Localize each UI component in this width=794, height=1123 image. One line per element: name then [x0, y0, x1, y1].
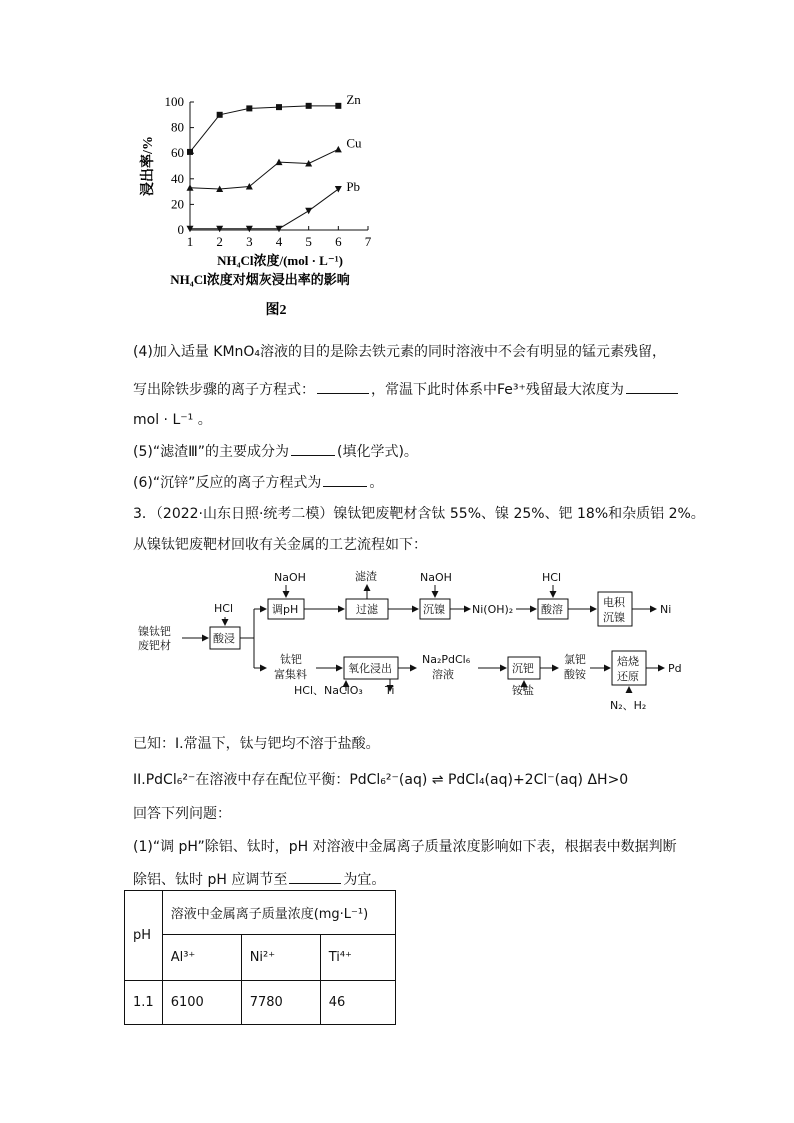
answer-blank[interactable] [626, 379, 678, 394]
data-point-zn [335, 103, 341, 109]
q1-text2b: 为宜。 [343, 872, 386, 888]
q1-text1: (1)“调 pH”除铝、钛时，pH 对溶液中金属离子质量浓度影响如下表，根据表中数据判断 [133, 839, 677, 855]
y-tick-label: 100 [164, 94, 184, 109]
flow-precip-pd: 沉钯 [512, 662, 534, 675]
answer-blank[interactable] [291, 441, 335, 456]
x-tick-label: 2 [216, 234, 223, 249]
known-line1 [133, 734, 380, 754]
flow-electro-2: 沉镍 [603, 611, 625, 624]
flow-acid-dissolve: 酸溶 [541, 603, 563, 616]
table-cell-ph: 1.1 [125, 981, 163, 1025]
q6-text-b: 。 [369, 475, 384, 491]
flow-hcl1: HCl [214, 602, 234, 615]
x-tick-label: 3 [246, 234, 253, 249]
q5-line [133, 441, 418, 462]
answer-blank[interactable] [289, 869, 341, 884]
prompt-line [133, 804, 231, 824]
flow-ammonium: 铵盐 [512, 684, 534, 695]
group-header: 溶液中金属离子质量浓度(mg·L⁻¹) [162, 891, 395, 935]
flow-pd-salt-1: 氯钯 [564, 653, 586, 666]
flow-precip-ni: 沉镍 [423, 603, 445, 616]
series-line-zn [190, 106, 338, 152]
problem3-text2: 从镍钛钯废靶材回收有关金属的工艺流程如下： [133, 537, 427, 553]
series-line-cu [190, 149, 338, 189]
flow-n2h2: N₂、H₂ [610, 699, 647, 712]
known-line2 [133, 770, 628, 790]
ion-header: Ni²⁺ [241, 935, 320, 981]
data-point-cu [335, 146, 342, 153]
q4-line1 [133, 342, 666, 362]
flow-start-2: 废钯材 [138, 639, 171, 652]
q1-text2a: 除铝、钛时 pH 应调节至 [133, 872, 288, 888]
q6-line [133, 472, 383, 493]
problem3-line1 [133, 504, 705, 524]
flow-ti: Ti [385, 684, 395, 695]
q1-line1 [133, 837, 677, 857]
flow-pd-salt-2: 酸铵 [564, 668, 586, 681]
y-tick-label: 0 [177, 222, 184, 237]
flow-filter: 过滤 [356, 603, 378, 616]
x-tick-label: 1 [186, 234, 194, 249]
x-tick-label: 7 [364, 234, 372, 249]
q5-text-b: (填化学式)。 [337, 444, 418, 460]
chart-subtitle: NH₄Cl浓度对烟灰浸出率的影响 [170, 272, 350, 287]
q4-line2 [133, 379, 680, 400]
flow-naoh2: NaOH [420, 571, 452, 584]
flow-ti-pd-2: 富集料 [274, 668, 307, 681]
x-tick-label: 4 [275, 234, 283, 249]
answer-blank[interactable] [323, 472, 367, 487]
known-text1: 已知：I.常温下，钛与钯均不溶于盐酸。 [133, 736, 380, 752]
known-text2: II.PdCl₆²⁻在溶液中存在配位平衡：PdCl₆²⁻(aq) ⇌ PdCl₄(aq)+2Cl⁻(aq) ΔH>0 [133, 772, 629, 788]
series-line-pb [190, 189, 338, 229]
q4-text3: mol · L⁻¹ 。 [133, 412, 212, 428]
table-cell: 6100 [162, 981, 241, 1025]
x-tick-label: 6 [335, 234, 342, 249]
data-point-pb [335, 186, 342, 193]
y-tick-label: 40 [171, 170, 184, 186]
x-tick-label: 5 [305, 234, 312, 249]
flow-calcine-1: 焙烧 [617, 655, 639, 668]
q4-line3 [133, 410, 212, 430]
flow-ti-pd-1: 钛钯 [280, 653, 302, 666]
flow-pd: Pd [668, 662, 682, 675]
flow-start-1: 镍钛钯 [138, 625, 171, 638]
flow-calcine-2: 还原 [617, 670, 639, 683]
x-axis-label: NH₄Cl浓度/(mol · L⁻¹) [217, 253, 343, 268]
figure-caption: 图2 [265, 303, 287, 318]
data-point-zn [187, 149, 193, 155]
table-cell: 46 [320, 981, 395, 1025]
series-label-cu: Cu [346, 135, 362, 151]
flow-adjust-ph: 调pH [272, 603, 299, 616]
flow-na2pdcl6-1: Na₂PdCl₆ [422, 653, 471, 666]
flow-residue: 滤渣 [355, 570, 377, 583]
flow-hcl-naclo3: HCl、NaClO₃ [294, 684, 363, 695]
problem3-line2 [133, 535, 427, 555]
q5-text-a: (5)“滤渣Ⅲ”的主要成分为 [133, 444, 289, 460]
flow-ni: Ni [660, 603, 672, 616]
flow-oxid-leach: 氧化浸出 [348, 662, 392, 675]
data-point-zn [246, 105, 252, 111]
flow-naoh1: NaOH [274, 571, 306, 584]
ph-header: pH [125, 891, 163, 981]
ion-header: Ti⁴⁺ [320, 935, 395, 981]
y-axis-label: 浸出率/% [141, 136, 156, 196]
data-point-zn [276, 104, 282, 110]
q6-text-a: (6)“沉锌”反应的离子方程式为 [133, 475, 322, 491]
flow-hcl2: HCl [542, 571, 562, 584]
ion-header: Al³⁺ [162, 935, 241, 981]
ion-concentration-table [124, 890, 396, 1025]
q4-text2b: ，常温下此时体系中Fe³⁺残留最大浓度为 [371, 382, 624, 398]
answer-blank[interactable] [317, 379, 369, 394]
q4-text2a: 写出除铁步骤的离子方程式： [133, 382, 315, 398]
y-tick-label: 20 [171, 196, 184, 212]
y-tick-label: 80 [171, 119, 184, 135]
series-label-zn: Zn [346, 91, 361, 107]
flow-ni-oh2: Ni(OH)₂ [472, 603, 514, 616]
flow-electro-1: 电积 [603, 596, 625, 609]
prompt-text: 回答下列问题： [133, 806, 231, 822]
process-flow-diagram [128, 565, 688, 695]
series-label-pb: Pb [346, 179, 361, 195]
table-cell: 7780 [241, 981, 320, 1025]
y-tick-label: 60 [171, 145, 184, 161]
data-point-pb [305, 208, 312, 215]
q1-line2 [133, 869, 385, 890]
flow-acid-leach: 酸浸 [213, 632, 235, 645]
problem3-text1: 3．（2022·山东日照·统考二模）镍钛钯废靶材含钛 55%、镍 25%、钯 18%和杂质铝 2%。 [133, 506, 705, 522]
flow-na2pdcl6-2: 溶液 [432, 668, 454, 681]
data-point-zn [217, 112, 223, 118]
leaching-chart [130, 88, 410, 323]
q4-text1: (4)加入适量 KMnO₄溶液的目的是除去铁元素的同时溶液中不会有明显的锰元素残留， [133, 344, 667, 360]
data-point-zn [306, 103, 312, 109]
